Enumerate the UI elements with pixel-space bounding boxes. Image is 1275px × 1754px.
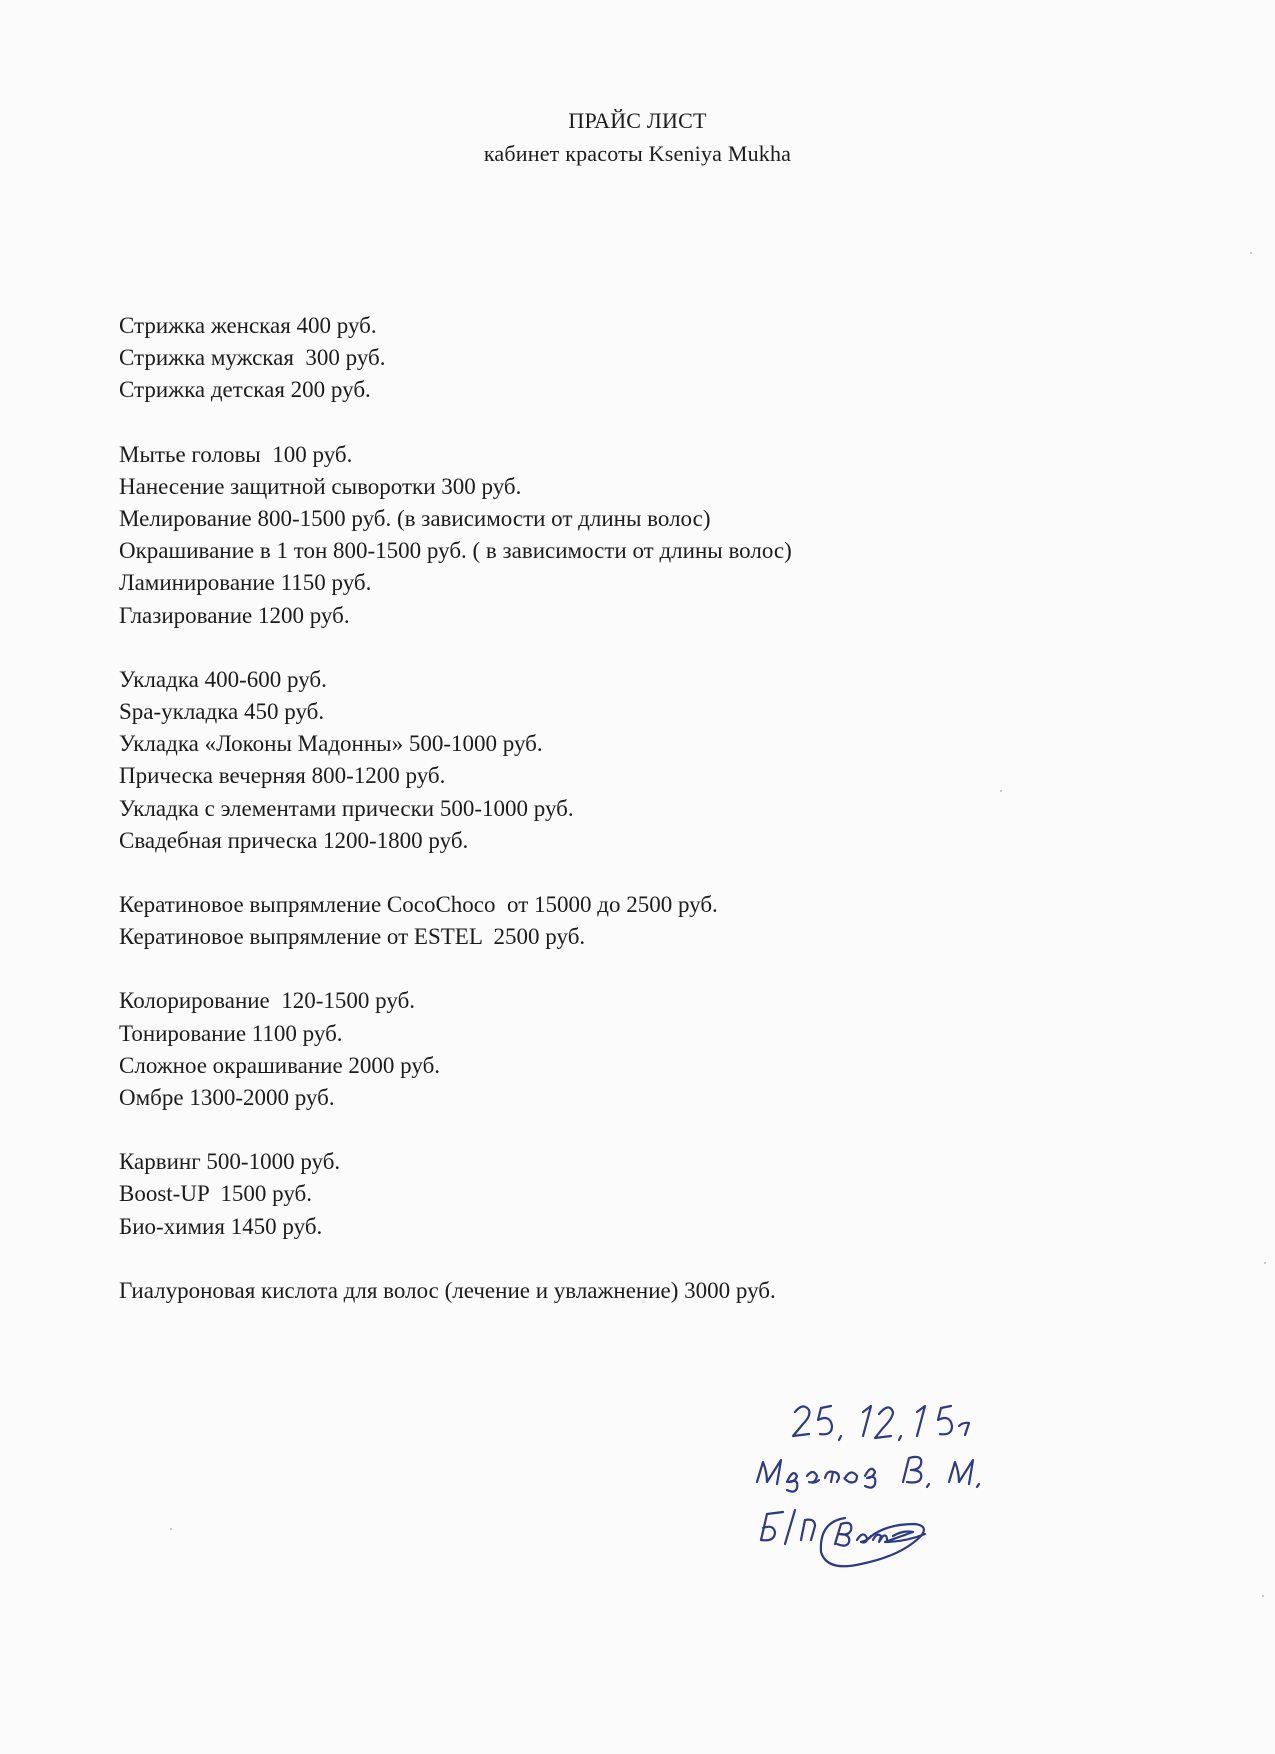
price-group-haircuts xyxy=(119,310,1199,407)
price-line: Мелирование 800-1500 руб. (в зависимости от длины волос) xyxy=(119,506,711,532)
handwritten-name xyxy=(757,1457,979,1492)
price-group-color xyxy=(119,985,1199,1114)
price-line: Нанесение защитной сыворотки 300 руб. xyxy=(119,473,522,499)
scan-speck xyxy=(1264,1262,1266,1264)
handwritten-mark xyxy=(761,1510,925,1566)
handwritten-signature-block xyxy=(745,1390,1125,1580)
price-line: Ламинирование 1150 руб. xyxy=(119,570,372,596)
price-line: Кератиновое выпрямление от ESTEL 2500 руб. xyxy=(119,924,586,950)
document-title: ПРАЙС ЛИСТ xyxy=(568,108,707,133)
price-line: Окрашивание в 1 тон 800-1500 руб. ( в зависимости от длины волос) xyxy=(119,538,792,564)
price-line: Тонирование 1100 руб. xyxy=(119,1020,343,1046)
price-line: Кератиновое выпрямление CocoChoco от 15000 до 2500 руб. xyxy=(119,892,718,918)
price-line: Карвинг 500-1000 руб. xyxy=(119,1149,341,1175)
price-group-styling xyxy=(119,664,1199,857)
price-line: Укладка «Локоны Мадонны» 500-1000 руб. xyxy=(119,731,543,757)
price-group-care-coloring xyxy=(119,439,1199,632)
scan-speck xyxy=(1262,1595,1264,1597)
price-line: Глазирование 1200 руб. xyxy=(119,602,350,628)
price-line: Укладка 400-600 руб. xyxy=(119,666,327,692)
price-line: Стрижка детская 200 руб. xyxy=(119,377,371,403)
price-line: Био-химия 1450 руб. xyxy=(119,1213,323,1239)
price-line: Гиалуроновая кислота для волос (лечение и увлажнение) 3000 руб. xyxy=(119,1277,776,1303)
price-line: Колорирование 120-1500 руб. xyxy=(119,988,416,1014)
scan-speck xyxy=(1000,790,1002,792)
scan-speck xyxy=(1250,252,1252,254)
price-line: Омбре 1300-2000 руб. xyxy=(119,1085,335,1111)
price-group-perm xyxy=(119,1146,1199,1243)
price-line: Прическа вечерняя 800-1200 руб. xyxy=(119,763,446,789)
price-group-treatment xyxy=(119,1275,1199,1307)
price-line: Сложное окрашивание 2000 руб. xyxy=(119,1052,441,1078)
handwritten-date xyxy=(793,1406,969,1440)
document-header xyxy=(0,104,1275,170)
price-list xyxy=(119,310,1199,1307)
price-line: Spa-укладка 450 руб. xyxy=(119,699,325,725)
price-line: Boost-UP 1500 руб. xyxy=(119,1181,312,1207)
price-line: Укладка с элементами прически 500-1000 руб. xyxy=(119,795,574,821)
price-line: Мытье головы 100 руб. xyxy=(119,441,353,467)
scan-speck xyxy=(170,1528,172,1530)
document-subtitle: кабинет красоты Kseniya Mukha xyxy=(483,141,792,166)
price-line: Свадебная прическа 1200-1800 руб. xyxy=(119,827,469,853)
price-line: Стрижка мужская 300 руб. xyxy=(119,345,386,371)
price-line: Стрижка женская 400 руб. xyxy=(119,313,377,338)
handwritten-signature xyxy=(745,1390,1125,1580)
price-group-keratin xyxy=(119,889,1199,953)
